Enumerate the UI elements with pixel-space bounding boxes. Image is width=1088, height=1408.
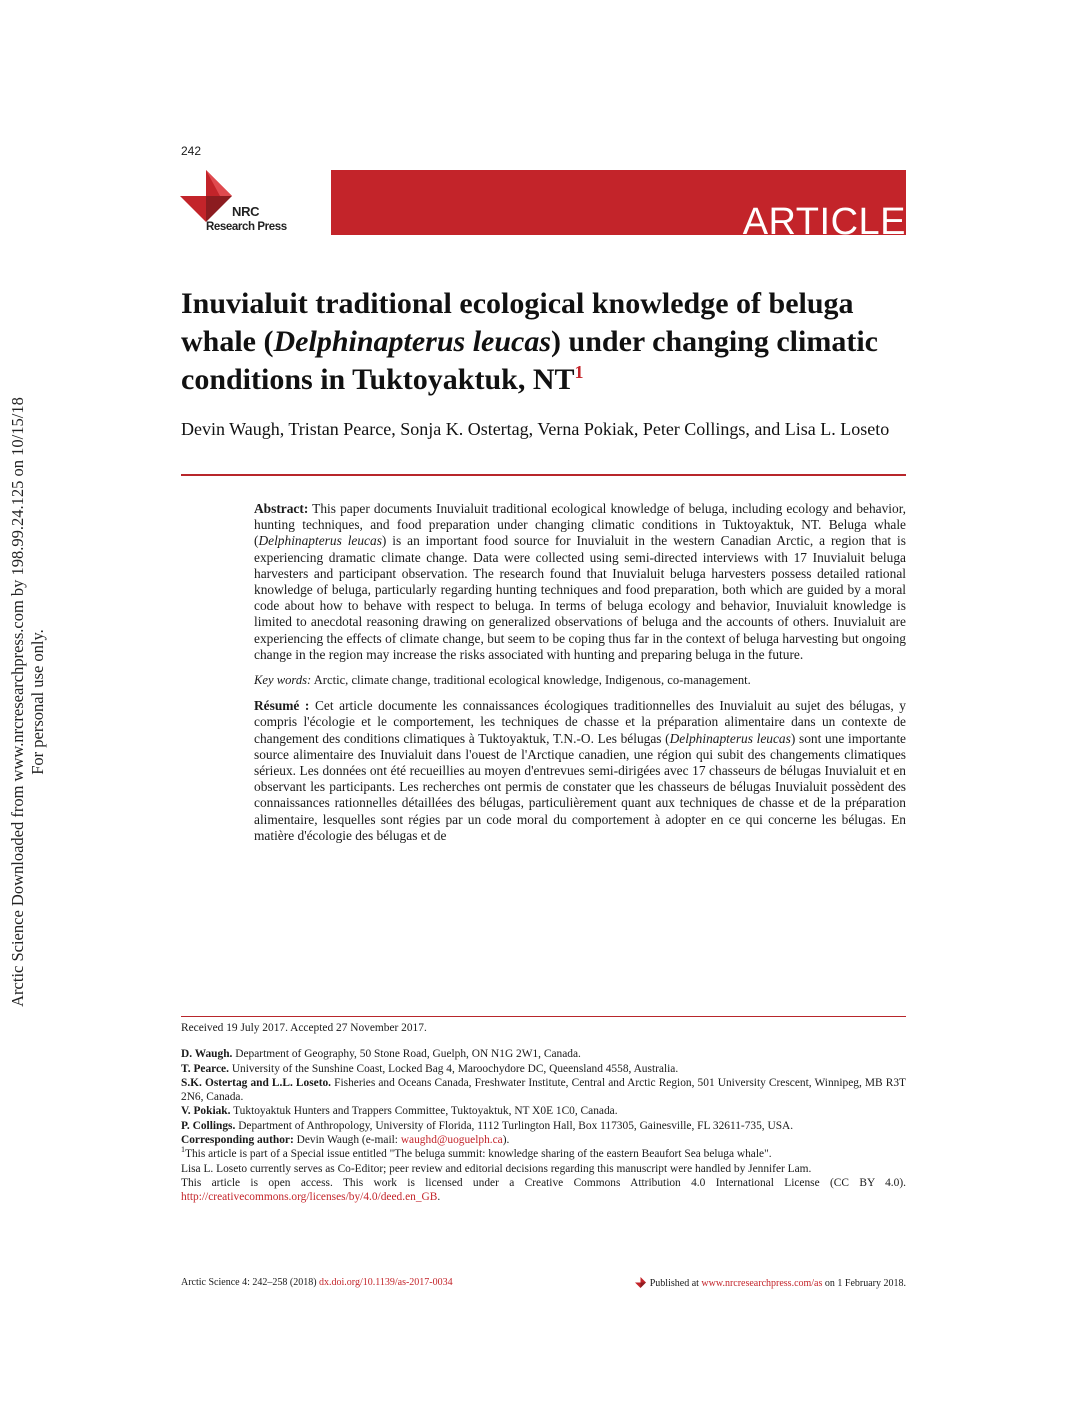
license-note bbox=[181, 1176, 906, 1205]
corresponding-text: Devin Waugh (e-mail: bbox=[293, 1134, 401, 1147]
abstract-label: Abstract: bbox=[254, 501, 309, 516]
footnote-text: This article is part of a Special issue entitled "The beluga summit: knowledge sharing of the eastern Beaufort Sea beluga whale". bbox=[185, 1148, 772, 1161]
publisher-mark-icon bbox=[635, 1277, 646, 1288]
footnote-mark: 1 bbox=[181, 1145, 185, 1155]
abstract-species: Delphinapterus leucas bbox=[258, 533, 382, 549]
abstract bbox=[254, 501, 906, 663]
license-text: This article is open access. This work is licensed under a Creative Commons Attribution 4.0 International License (CC BY 4.0). bbox=[181, 1176, 906, 1189]
article-type-label: ARTICLE bbox=[742, 201, 906, 243]
doi-link[interactable]: dx.doi.org/10.1139/as-2017-0034 bbox=[319, 1277, 453, 1288]
affiliation-name: S.K. Ostertag and L.L. Loseto. bbox=[181, 1076, 332, 1089]
keywords-text: Arctic, climate change, traditional ecological knowledge, Indigenous, co-management. bbox=[311, 673, 751, 688]
keywords bbox=[254, 672, 906, 688]
affiliation-name: D. Waugh. bbox=[181, 1048, 233, 1061]
footnote bbox=[181, 1147, 906, 1161]
citation-text: Arctic Science 4: 242–258 (2018) bbox=[181, 1277, 320, 1288]
resume-species: Delphinapterus leucas bbox=[669, 730, 791, 746]
resume-label: Résumé : bbox=[254, 698, 310, 714]
nrc-logo-icon bbox=[180, 170, 232, 222]
affiliation-text: Tuktoyaktuk Hunters and Trappers Committee, Tuktoyaktuk, NT X0E 1C0, Canada. bbox=[230, 1105, 618, 1118]
logo-research-press-text: Research Press bbox=[206, 221, 287, 233]
author-list: Devin Waugh, Tristan Pearce, Sonja K. Ostertag, Verna Pokiak, Peter Collings, and Lisa L. Loseto bbox=[181, 419, 890, 439]
article-title bbox=[181, 285, 906, 399]
personal-use-line: For personal use only. bbox=[28, 629, 47, 775]
logo-nrc-text: NRC bbox=[232, 204, 260, 219]
received-dates: Received 19 July 2017. Accepted 27 November 2017. bbox=[181, 1022, 427, 1034]
download-line: Arctic Science Downloaded from www.nrcresearchpress.com by 198.99.24.125 on 10/15/18 bbox=[8, 397, 27, 1007]
affiliation bbox=[181, 1047, 906, 1061]
affiliation bbox=[181, 1076, 906, 1105]
notes-divider bbox=[181, 1016, 906, 1017]
title-footnote-mark[interactable]: 1 bbox=[574, 362, 584, 382]
resume-text-end: ) sont une importante source alimentaire des Inuvialuit dans l'ouest de l'Arctique canadien, une région qui subit des changements climatiques sérieux. Les données ont été recueillies au moyen d'entrevues semi-dirigées avec 17 chasseurs de bélugas Inuvialuit et en observant les participants. Les recherches ont permis de constater que les chasseurs de bélugas Inuvialuit possèdent des connaissances rationnelles détaillées des bélugas, particulièrement quant aux techniques de chasse et de la préparation alimentaire, lesquelles sont régies par un code moral du comportement à adopter en ce qui concerne les bélugas. En matière d'écologie des bélugas et de bbox=[254, 730, 906, 843]
header-divider bbox=[181, 474, 906, 476]
citation bbox=[181, 1277, 453, 1289]
page-number: 242 bbox=[181, 144, 202, 158]
keywords-label: Key words: bbox=[254, 673, 312, 688]
license-link[interactable]: http://creativecommons.org/licenses/by/4.0/deed.en_GB bbox=[181, 1191, 438, 1204]
affiliation-name: V. Pokiak. bbox=[181, 1105, 231, 1118]
affiliation-name: P. Collings. bbox=[181, 1119, 236, 1132]
title-species: Delphinapterus leucas bbox=[273, 325, 552, 358]
publication-info bbox=[635, 1277, 906, 1290]
affiliation bbox=[181, 1062, 906, 1076]
journal-link[interactable]: www.nrcresearchpress.com/as bbox=[701, 1278, 823, 1289]
abstract-section bbox=[254, 501, 906, 844]
published-prefix: Published at bbox=[649, 1278, 702, 1289]
published-suffix: on 1 February 2018. bbox=[822, 1278, 906, 1289]
abstract-text-end: ) is an important food source for Inuvialuit in the western Canadian Arctic, a region that is experiencing dramatic climate change. Data were collected using semi-directed interviews with 17 Inuvialuit beluga harvesters and participant observation. The research found that Inuvialuit beluga harvesters possess detailed rational knowledge of beluga, particularly regarding hunting techniques and food preparation, both which are guided by a moral code about how to behave with respect to beluga. In terms of beluga ecology and behavior, Inuvialuit knowledge is limited to anecdotal reasoning drawing on generalized observations of beluga and the accounts of others. Inuvialuit are experiencing the effects of climate change, but seem to be coping thus far in the context of beluga harvesting but ongoing change in the region may increase the risks associated with hunting and preparing beluga in the future. bbox=[254, 533, 906, 662]
license-end: . bbox=[437, 1191, 441, 1204]
corresponding-author bbox=[181, 1133, 906, 1147]
affiliation-text: University of the Sunshine Coast, Locked Bag 4, Maroochydore DC, Queensland 4558, Australia. bbox=[228, 1062, 679, 1075]
article-notes bbox=[181, 1021, 906, 1205]
corresponding-email-link[interactable]: waughd@uoguelph.ca bbox=[400, 1134, 503, 1147]
corresponding-label: Corresponding author: bbox=[181, 1134, 294, 1147]
article-type-banner bbox=[331, 170, 906, 243]
editor-note: Lisa L. Loseto currently serves as Co-Editor; peer review and editorial decisions regarding this manuscript were handled by Jennifer Lam. bbox=[181, 1162, 812, 1175]
title-text: Inuvialuit traditional ecological knowledge of beluga whale ( bbox=[181, 287, 854, 358]
affiliation bbox=[181, 1104, 906, 1118]
title-text-end: ) under changing climatic conditions in Tuktoyaktuk, NT bbox=[181, 325, 878, 396]
affiliation-text: Department of Anthropology, University of Florida, 1112 Turlington Hall, Box 117305, Gainesville, FL 32611-735, USA. bbox=[235, 1119, 794, 1132]
abstract-text: This paper documents Inuvialuit traditional ecological knowledge of beluga, including ecology and behavior, hunting techniques, and food preparation under changing climatic conditions in Tuktoyaktuk, NT. Beluga whale ( bbox=[254, 501, 906, 549]
publisher-logo bbox=[180, 170, 310, 236]
resume bbox=[254, 698, 906, 844]
affiliation-text: Fisheries and Oceans Canada, Freshwater Institute, Central and Arctic Region, 501 University Crescent, Winnipeg, MB R3T 2N6, Canada. bbox=[181, 1076, 906, 1104]
corresponding-end: ). bbox=[502, 1134, 510, 1147]
download-sidebar bbox=[8, 372, 48, 1032]
resume-text: Cet article documente les connaissances écologiques traditionnelles des Inuvialuit au sujet des bélugas, y compris l'écologie et le comportement, les techniques de chasse et la préparation alimentaire dans un contexte de changement des conditions climatiques à Tuktoyaktuk, T.N.-O. Les bélugas ( bbox=[254, 698, 907, 746]
download-notice bbox=[8, 372, 48, 1032]
affiliation-name: T. Pearce. bbox=[181, 1062, 229, 1075]
affiliation bbox=[181, 1119, 906, 1133]
affiliation-text: Department of Geography, 50 Stone Road, Guelph, ON N1G 2W1, Canada. bbox=[232, 1048, 581, 1061]
